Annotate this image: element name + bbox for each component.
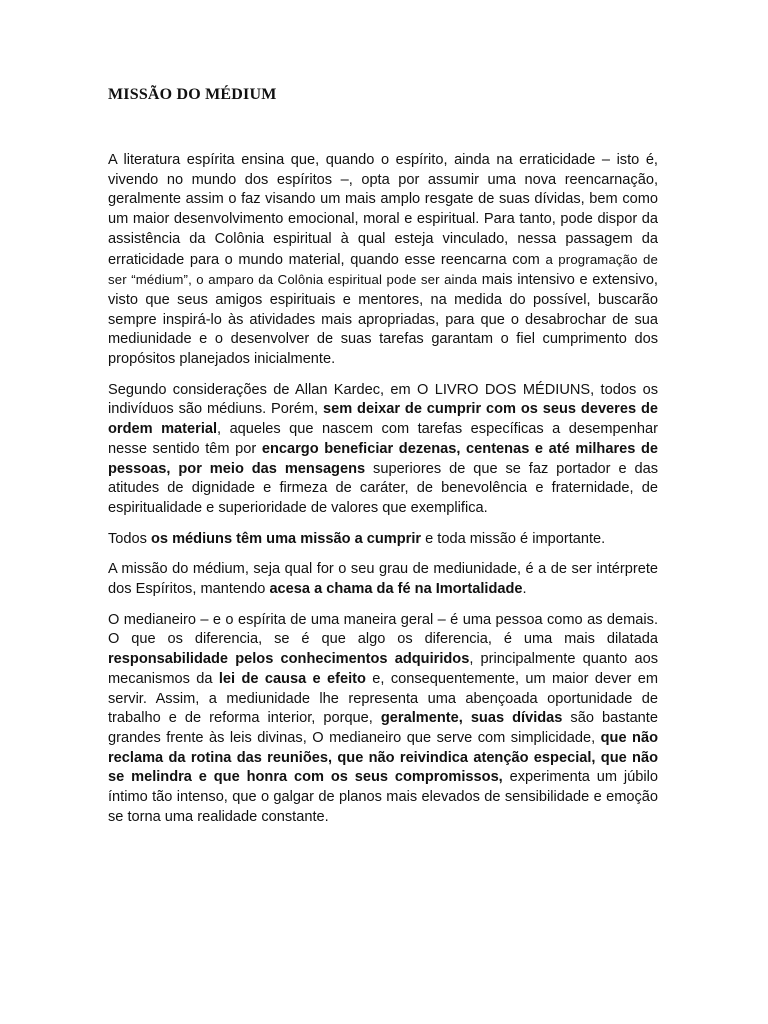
- paragraph-3: [108, 530, 658, 550]
- paragraph-3-emphasis: os médiuns têm uma missão a cumprir: [151, 530, 422, 547]
- paragraph-3-text: Todos: [108, 530, 151, 547]
- paragraph-4-text: A missão do médium, seja qual for o seu grau de mediunidade, é a de ser intérprete dos Espíritos, mantendo: [108, 561, 658, 598]
- paragraph-5-text: experimenta um júbilo íntimo tão intenso, que o galgar de planos mais elevados de sensibilidade e emoção se torna uma realidade constante.: [108, 769, 659, 825]
- document-title: MISSÃO DO MÉDIUM: [108, 86, 277, 103]
- paragraph-5-text: e, consequentemente, um maior dever em servir. Assim, a mediunidade lhe representa uma abençoada oportunidade de trabalho e de reforma interior, porque,: [108, 670, 658, 727]
- paragraph-2-text: , aqueles que nascem com tarefas específicas a desempenhar nesse sentido têm por: [108, 421, 658, 457]
- paragraph-2-emphasis: sem deixar de cumprir com os seus deveres de ordem material: [108, 401, 658, 438]
- paragraph-4-emphasis: acesa a chama da fé na Imortalidade: [269, 581, 523, 598]
- paragraph-3-text: e toda missão é importante.: [421, 530, 606, 547]
- paragraph-5-text: O medianeiro – e o espírita de uma maneira geral – é uma pessoa como as demais. O que os diferencia, se é que algo os diferencia, é uma mais dilatada: [108, 611, 658, 648]
- paragraph-1: [108, 151, 658, 370]
- paragraph-1-text-end: mais intensivo e extensivo, visto que seus amigos espirituais e mentores, na medida do possível, buscarão sempre inspirá-lo às atividades mais apropriadas, para que o desabrochar de sua mediunidade e o desenvolver de suas tarefas garantam o fiel cumprimento dos propósitos planejados inicialmente.: [108, 272, 658, 368]
- paragraph-5-emphasis: que não reclama da rotina das reuniões, que não reivindica atenção especial, que não se melindra e que honra com os seus compromissos,: [108, 729, 658, 786]
- paragraph-4: [108, 560, 658, 599]
- paragraph-4-text: .: [522, 581, 527, 598]
- paragraph-1-text: A literatura espírita ensina que, quando o espírito, ainda na erraticidade – isto é, vivendo no mundo dos espíritos –, opta por assumir uma nova reencarnação, geralmente assim o faz visando um mais amplo resgate de suas dívidas, bem como um maior desenvolvimento emocional, moral e espiritual. Para tanto, pode dispor da assistência da Colônia espiritual à qual esteja vinculado, nessa passagem da erraticidade para o mundo material, quando esse reencarna com: [108, 152, 658, 268]
- paragraph-2-text: superiores de que se faz portador e das atitudes de dignidade e firmeza de caráter, de benevolência e fraternidade, de espiritualidade e superioridade de valores que exemplifica.: [108, 460, 658, 516]
- paragraph-2: [108, 381, 658, 519]
- paragraph-2-text: Segundo considerações de Allan Kardec, em O LIVRO DOS MÉDIUNS, todos os indivíduos são médiuns. Porém,: [108, 381, 658, 418]
- paragraph-1-narrow-line: a programação de ser “médium”, o amparo da Colônia espiritual pode ser ainda: [108, 251, 658, 288]
- paragraph-5: [108, 611, 658, 828]
- paragraph-5-emphasis: geralmente, suas dívidas: [380, 710, 563, 727]
- paragraph-5-emphasis: lei de causa e efeito: [218, 670, 366, 687]
- paragraph-2-emphasis: encargo beneficiar dezenas, centenas e até milhares de pessoas, por meio das mensagens: [108, 440, 659, 477]
- document-body: [108, 151, 658, 839]
- paragraph-5-emphasis: responsabilidade pelos conhecimentos adquiridos: [108, 651, 470, 668]
- paragraph-5-text: , principalmente quanto aos mecanismos da: [108, 651, 658, 687]
- paragraph-5-text: são bastante grandes frente às leis divinas, O medianeiro que serve com simplicidade,: [108, 710, 658, 746]
